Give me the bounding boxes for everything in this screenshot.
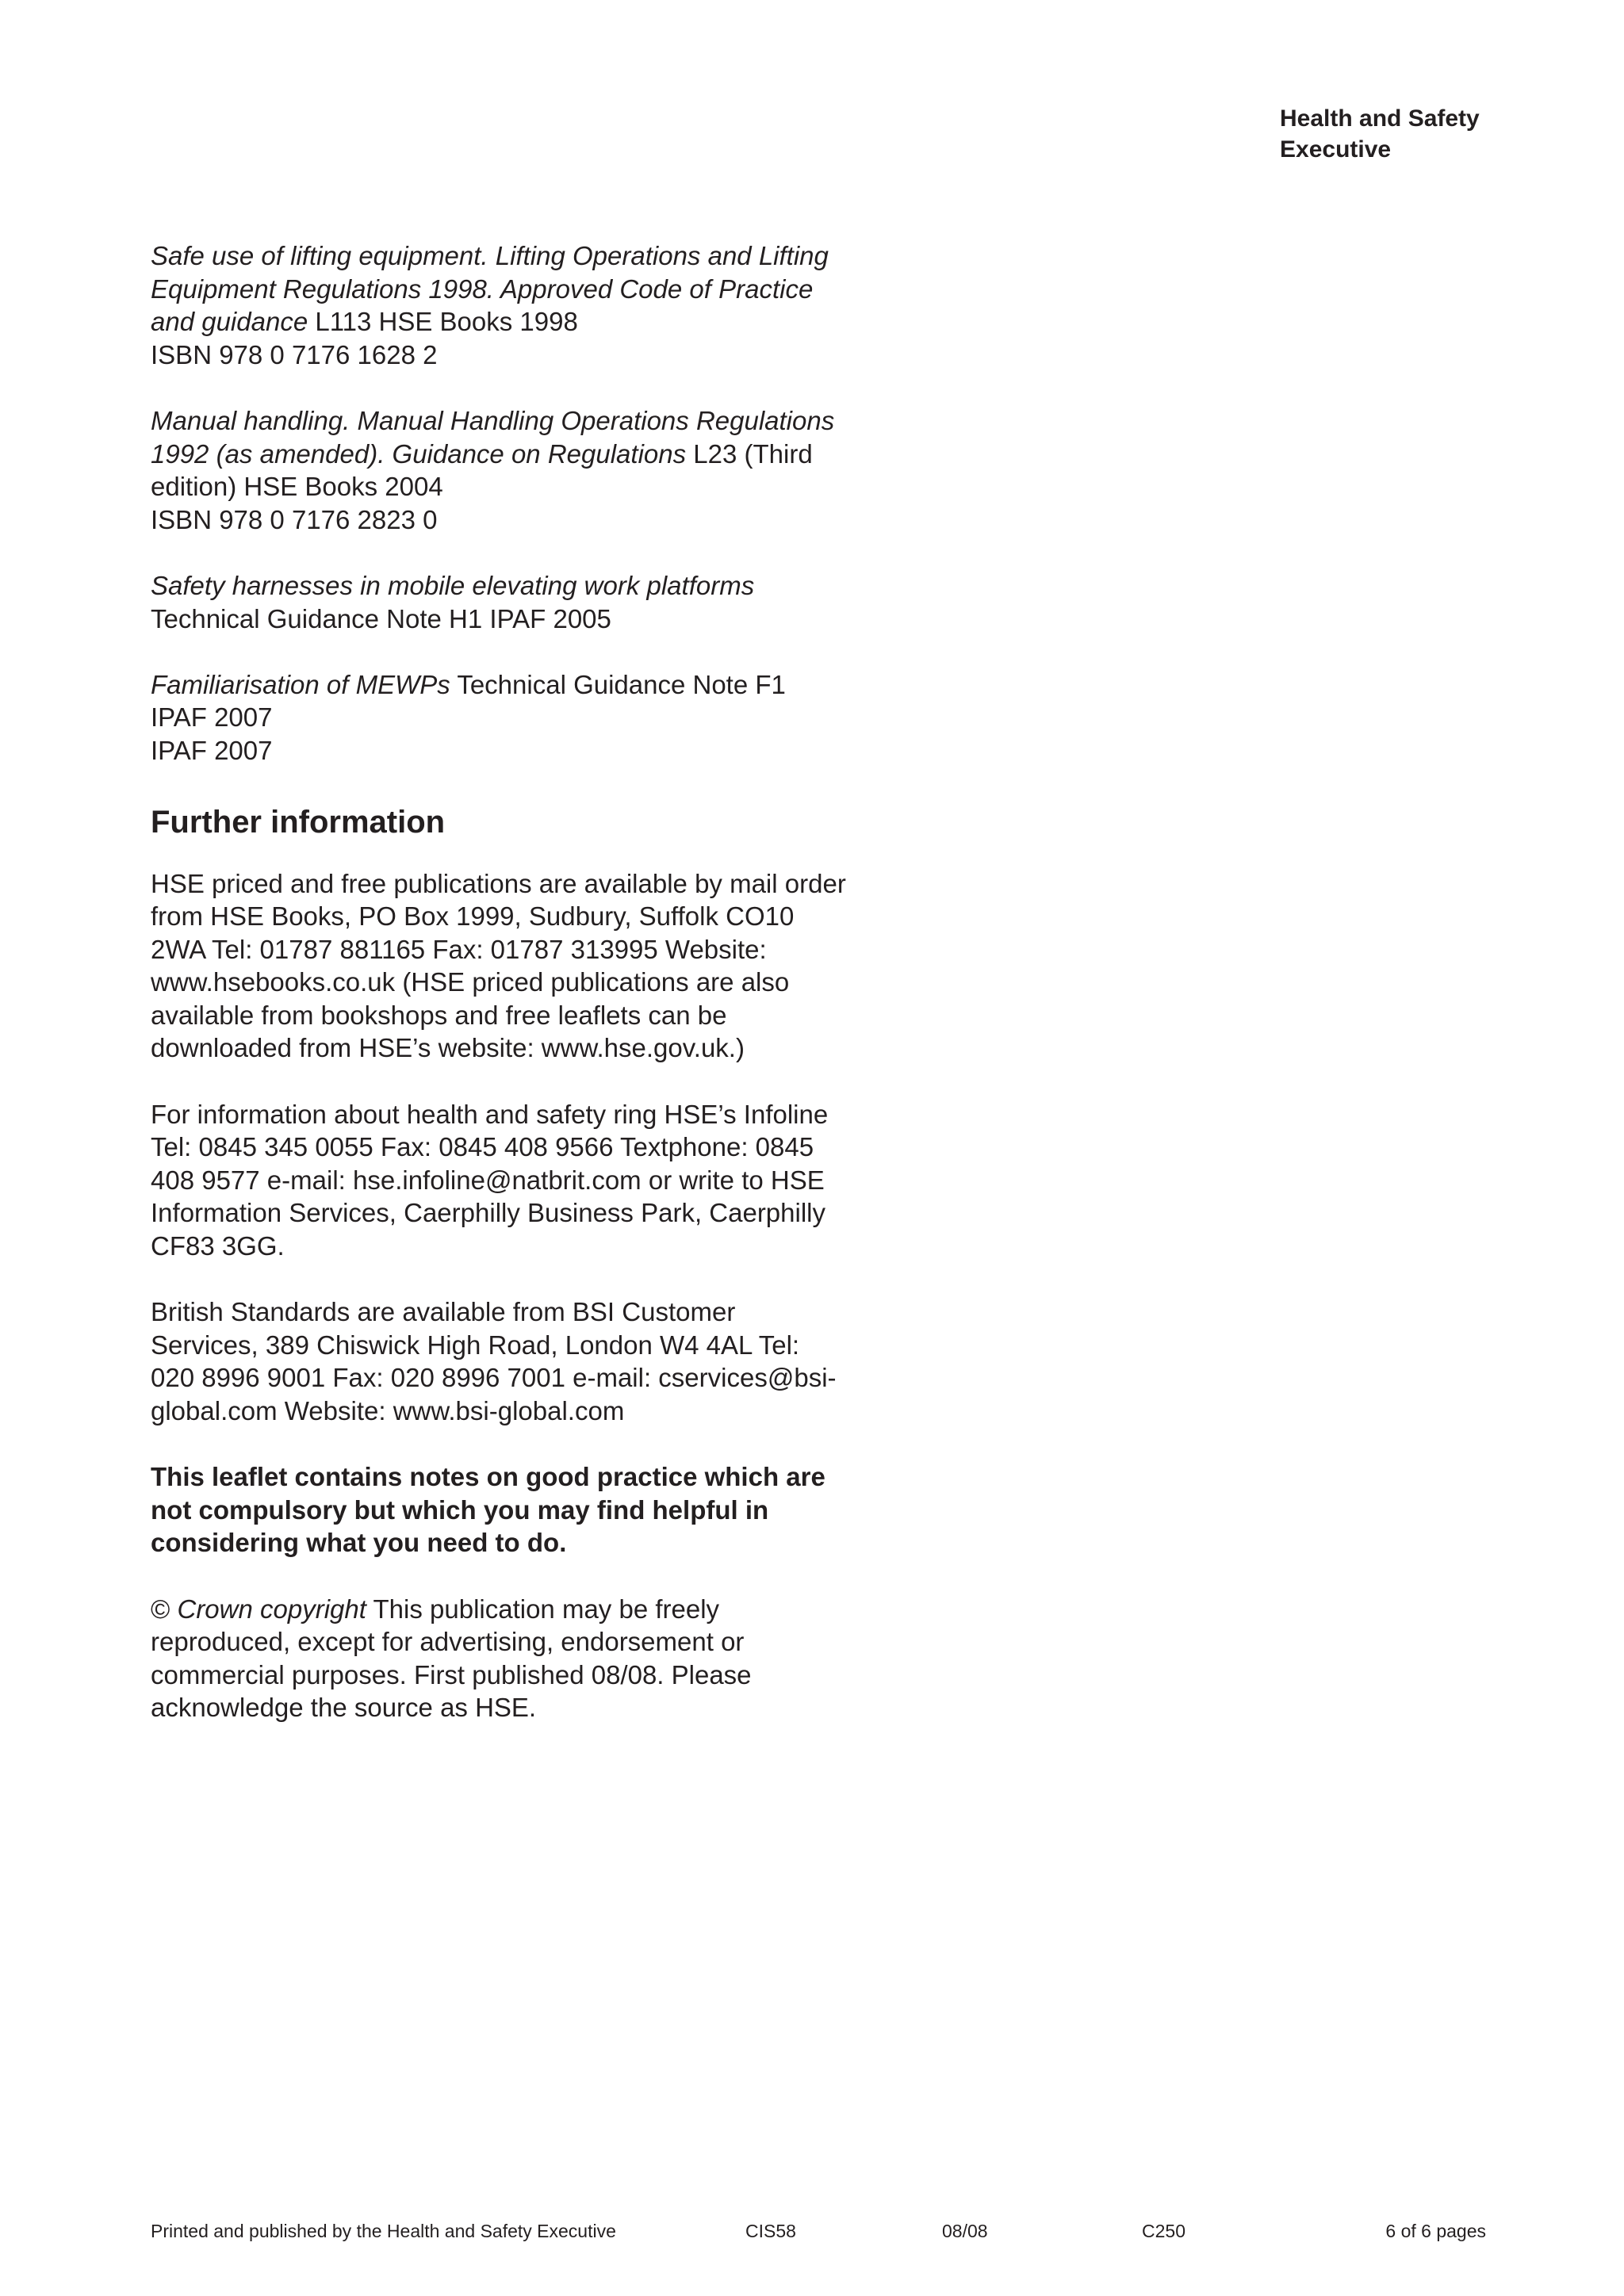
footer-page-number: 6 of 6 pages: [1385, 2221, 1486, 2241]
reference-isbn: ISBN 978 0 7176 1628 2: [151, 339, 438, 369]
reference-title: Manual handling. Manual Handling Operations Regulations 1992 (as amended). Guidance on Regulations: [151, 405, 835, 469]
copyright-paragraph: [151, 1593, 848, 1724]
copyright-text: This publication may be freely reproduced, except for advertising, endorsement or commercial purposes. First published 08/08. Please acknowledge the source as HSE.: [151, 1594, 752, 1723]
main-column: [151, 239, 848, 1758]
hse-infoline-paragraph: For information about health and safety ring HSE’s Infoline Tel: 0845 345 0055 Fax: 0845 408 9566 Textphone: 0845 408 9577 e-mail: hse.infoline@natbrit.com or write to HSE Information Services, Caerphilly Business Park, Caerphilly CF83 3GG.: [151, 1099, 829, 1261]
reference-manual-handling: [151, 404, 848, 536]
reference-title: Familiarisation of MEWPs: [151, 669, 450, 699]
copyright-label: Crown copyright: [177, 1594, 366, 1624]
reference-details: Technical Guidance Note F1 IPAF 2007: [151, 669, 786, 733]
copyright-symbol: ©: [151, 1594, 178, 1624]
footer-publisher: Printed and published by the Health and Safety Executive: [151, 2221, 616, 2241]
organisation-name: [1280, 103, 1565, 165]
hse-publications-paragraph: HSE priced and free publications are available by mail order from HSE Books, PO Box 1999, Sudbury, Suffolk CO10 2WA Tel: 01787 881165 Fax: 01787 313995 Website: www.hsebooks.co.uk (HSE priced publications are also available from bookshops and free leaflets can be downloaded from HSE’s website: www.hse.gov.uk.): [151, 868, 846, 1063]
good-practice-notice: This leaflet contains notes on good practice which are not compulsory but which you may find helpful in considering what you need to do.: [151, 1462, 825, 1558]
footer-date: 08/08: [942, 2221, 988, 2241]
footer-code: CIS58: [745, 2221, 796, 2241]
organisation-name-line2: Executive: [1280, 136, 1392, 163]
reference-details: L23 (Third edition) HSE Books 2004: [151, 438, 813, 502]
reference-title: Safety harnesses in mobile elevating work platforms: [151, 570, 755, 600]
organisation-name-line1: Health and Safety: [1280, 105, 1480, 132]
further-information-heading: Further information: [151, 804, 446, 840]
reference-lifting-equipment: [151, 239, 848, 371]
footer-ref: C250: [1142, 2221, 1185, 2241]
reference-details: Technical Guidance Note H1 IPAF 2005: [151, 603, 611, 633]
reference-title: Safe use of lifting equipment. Lifting Operations and Lifting Equipment Regulations 1998. Approved Code of Practice and guidance: [151, 241, 829, 337]
reference-safety-harnesses: [151, 569, 848, 635]
reference-isbn: ISBN 978 0 7176 2823 0: [151, 504, 438, 534]
reference-details: L113 HSE Books 1998: [308, 307, 578, 337]
british-standards-paragraph: British Standards are available from BSI Customer Services, 389 Chiswick High Road, London W4 4AL Tel: 020 8996 9001 Fax: 020 8996 7001 e-mail: cservices@bsi-global.com Website: www.bsi-global.com: [151, 1297, 837, 1425]
reference-familiarisation-mewps: Familiarisation of MEWPs Technical Guidance Note F1 IPAF 2007 IPAF 2007: [151, 669, 786, 765]
